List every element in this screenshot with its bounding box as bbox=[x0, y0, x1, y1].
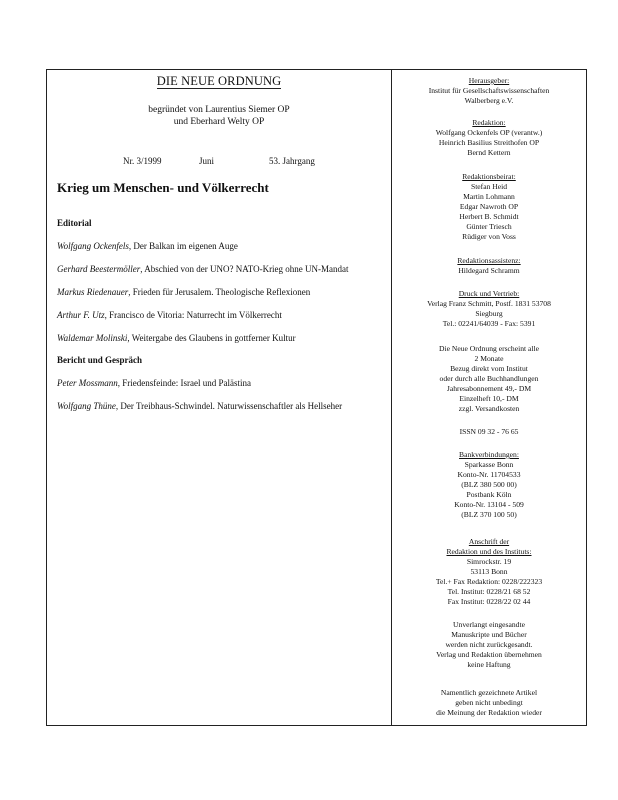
imprint-assistant: Redaktionsassistenz: Hildegard Schramm bbox=[457, 256, 521, 275]
toc-author: Gerhard Beestermöller bbox=[57, 264, 141, 274]
imprint-column bbox=[392, 70, 586, 725]
toc-author: Peter Mossmann bbox=[57, 378, 118, 388]
toc-item bbox=[57, 401, 342, 411]
toc-title: , Weitergabe des Glaubens in gottferner Kultur bbox=[127, 333, 296, 343]
imprint-print: Druck und Vertrieb: Verlag Franz Schmitt, Postf. 1831 53708 Siegburg Tel.: 02241/64039 - Fax: 5391 bbox=[427, 289, 551, 328]
imprint-issn: ISSN 09 32 - 76 65 bbox=[459, 427, 519, 436]
masthead-title: DIE NEUE ORDNUNG bbox=[156, 74, 282, 88]
toc-author: Arthur F. Utz bbox=[57, 310, 105, 320]
imprint-disclaimer: Namentlich gezeichnete Artikel geben nicht unbedingt die Meinung der Redaktion wieder bbox=[436, 688, 542, 717]
founded-note: begründet von Laurentius Siemer OP und Eberhard Welty OP bbox=[148, 105, 290, 127]
issue-month: Juni bbox=[199, 156, 215, 166]
toc-item bbox=[57, 287, 310, 297]
toc-author: Markus Riedenauer bbox=[57, 287, 129, 297]
imprint-bank: Bankverbindungen: Sparkasse Bonn Konto-Nr. 11704533 (BLZ 380 500 00) Postbank Köln Konto-Nr. 13104 - 509 (BLZ 370 100 50) bbox=[454, 450, 524, 519]
toc-title: , Francisco de Vitoria: Naturrecht im Völkerrecht bbox=[104, 310, 282, 320]
toc-title: , Abschied von der UNO? NATO-Krieg ohne UN-Mandat bbox=[140, 264, 349, 274]
toc-author: Wolfgang Ockenfels bbox=[57, 241, 129, 251]
imprint-board: Redaktionsbeirat: Stefan Heid Martin Lohmann Edgar Nawroth OP Herbert B. Schmidt Günter Triesch Rüdiger von Voss bbox=[459, 172, 519, 241]
toc-section-editorial: Editorial bbox=[57, 218, 92, 228]
toc-section-report: Bericht und Gespräch bbox=[57, 355, 143, 365]
main-column bbox=[47, 70, 391, 725]
toc-author: Waldemar Molinski bbox=[57, 333, 128, 343]
toc-item bbox=[57, 264, 349, 274]
toc-title: , Der Treibhaus-Schwindel. Naturwissenschaftler als Hellseher bbox=[115, 401, 343, 411]
imprint-subscription: Die Neue Ordnung erscheint alle 2 Monate Bezug direkt vom Institut oder durch alle Buchhandlungen Jahresabonnement 49,- DM Einzelheft 10,- DM zzgl. Versandkosten bbox=[439, 344, 539, 413]
toc-item bbox=[57, 333, 296, 343]
page-frame bbox=[46, 69, 587, 726]
toc-item bbox=[57, 241, 238, 251]
toc-author: Wolfgang Thüne bbox=[57, 401, 116, 411]
imprint-publisher: Herausgeber: Institut für Gesellschaftswissenschaften Walberberg e.V. bbox=[428, 76, 550, 105]
toc-item bbox=[57, 378, 251, 388]
toc-item bbox=[57, 310, 282, 320]
toc-title: , Frieden für Jerusalem. Theologische Reflexionen bbox=[128, 287, 311, 297]
issue-number: Nr. 3/1999 bbox=[123, 156, 162, 166]
issue-headline: Krieg um Menschen- und Völkerrecht bbox=[57, 180, 269, 195]
issue-volume: 53. Jahrgang bbox=[269, 156, 315, 166]
toc-title: , Der Balkan im eigenen Auge bbox=[128, 241, 238, 251]
imprint-editors: Redaktion: Wolfgang Ockenfels OP (verantw.) Heinrich Basilius Streithofen OP Bernd Kettern bbox=[435, 118, 543, 157]
toc-title: , Friedensfeinde: Israel und Palästina bbox=[117, 378, 251, 388]
imprint-manuscripts: Unverlangt eingesandte Manuskripte und Bücher werden nicht zurückgesandt. Verlag und Redaktion übernehmen keine Haftung bbox=[436, 620, 542, 669]
imprint-address: Anschrift der Redaktion und des Instituts: Simrockstr. 19 53113 Bonn Tel.+ Fax Redaktion: 0228/222323 Tel. Institut: 0228/21 68 52 Fax Institut: 0228/22 02 44 bbox=[435, 537, 543, 606]
